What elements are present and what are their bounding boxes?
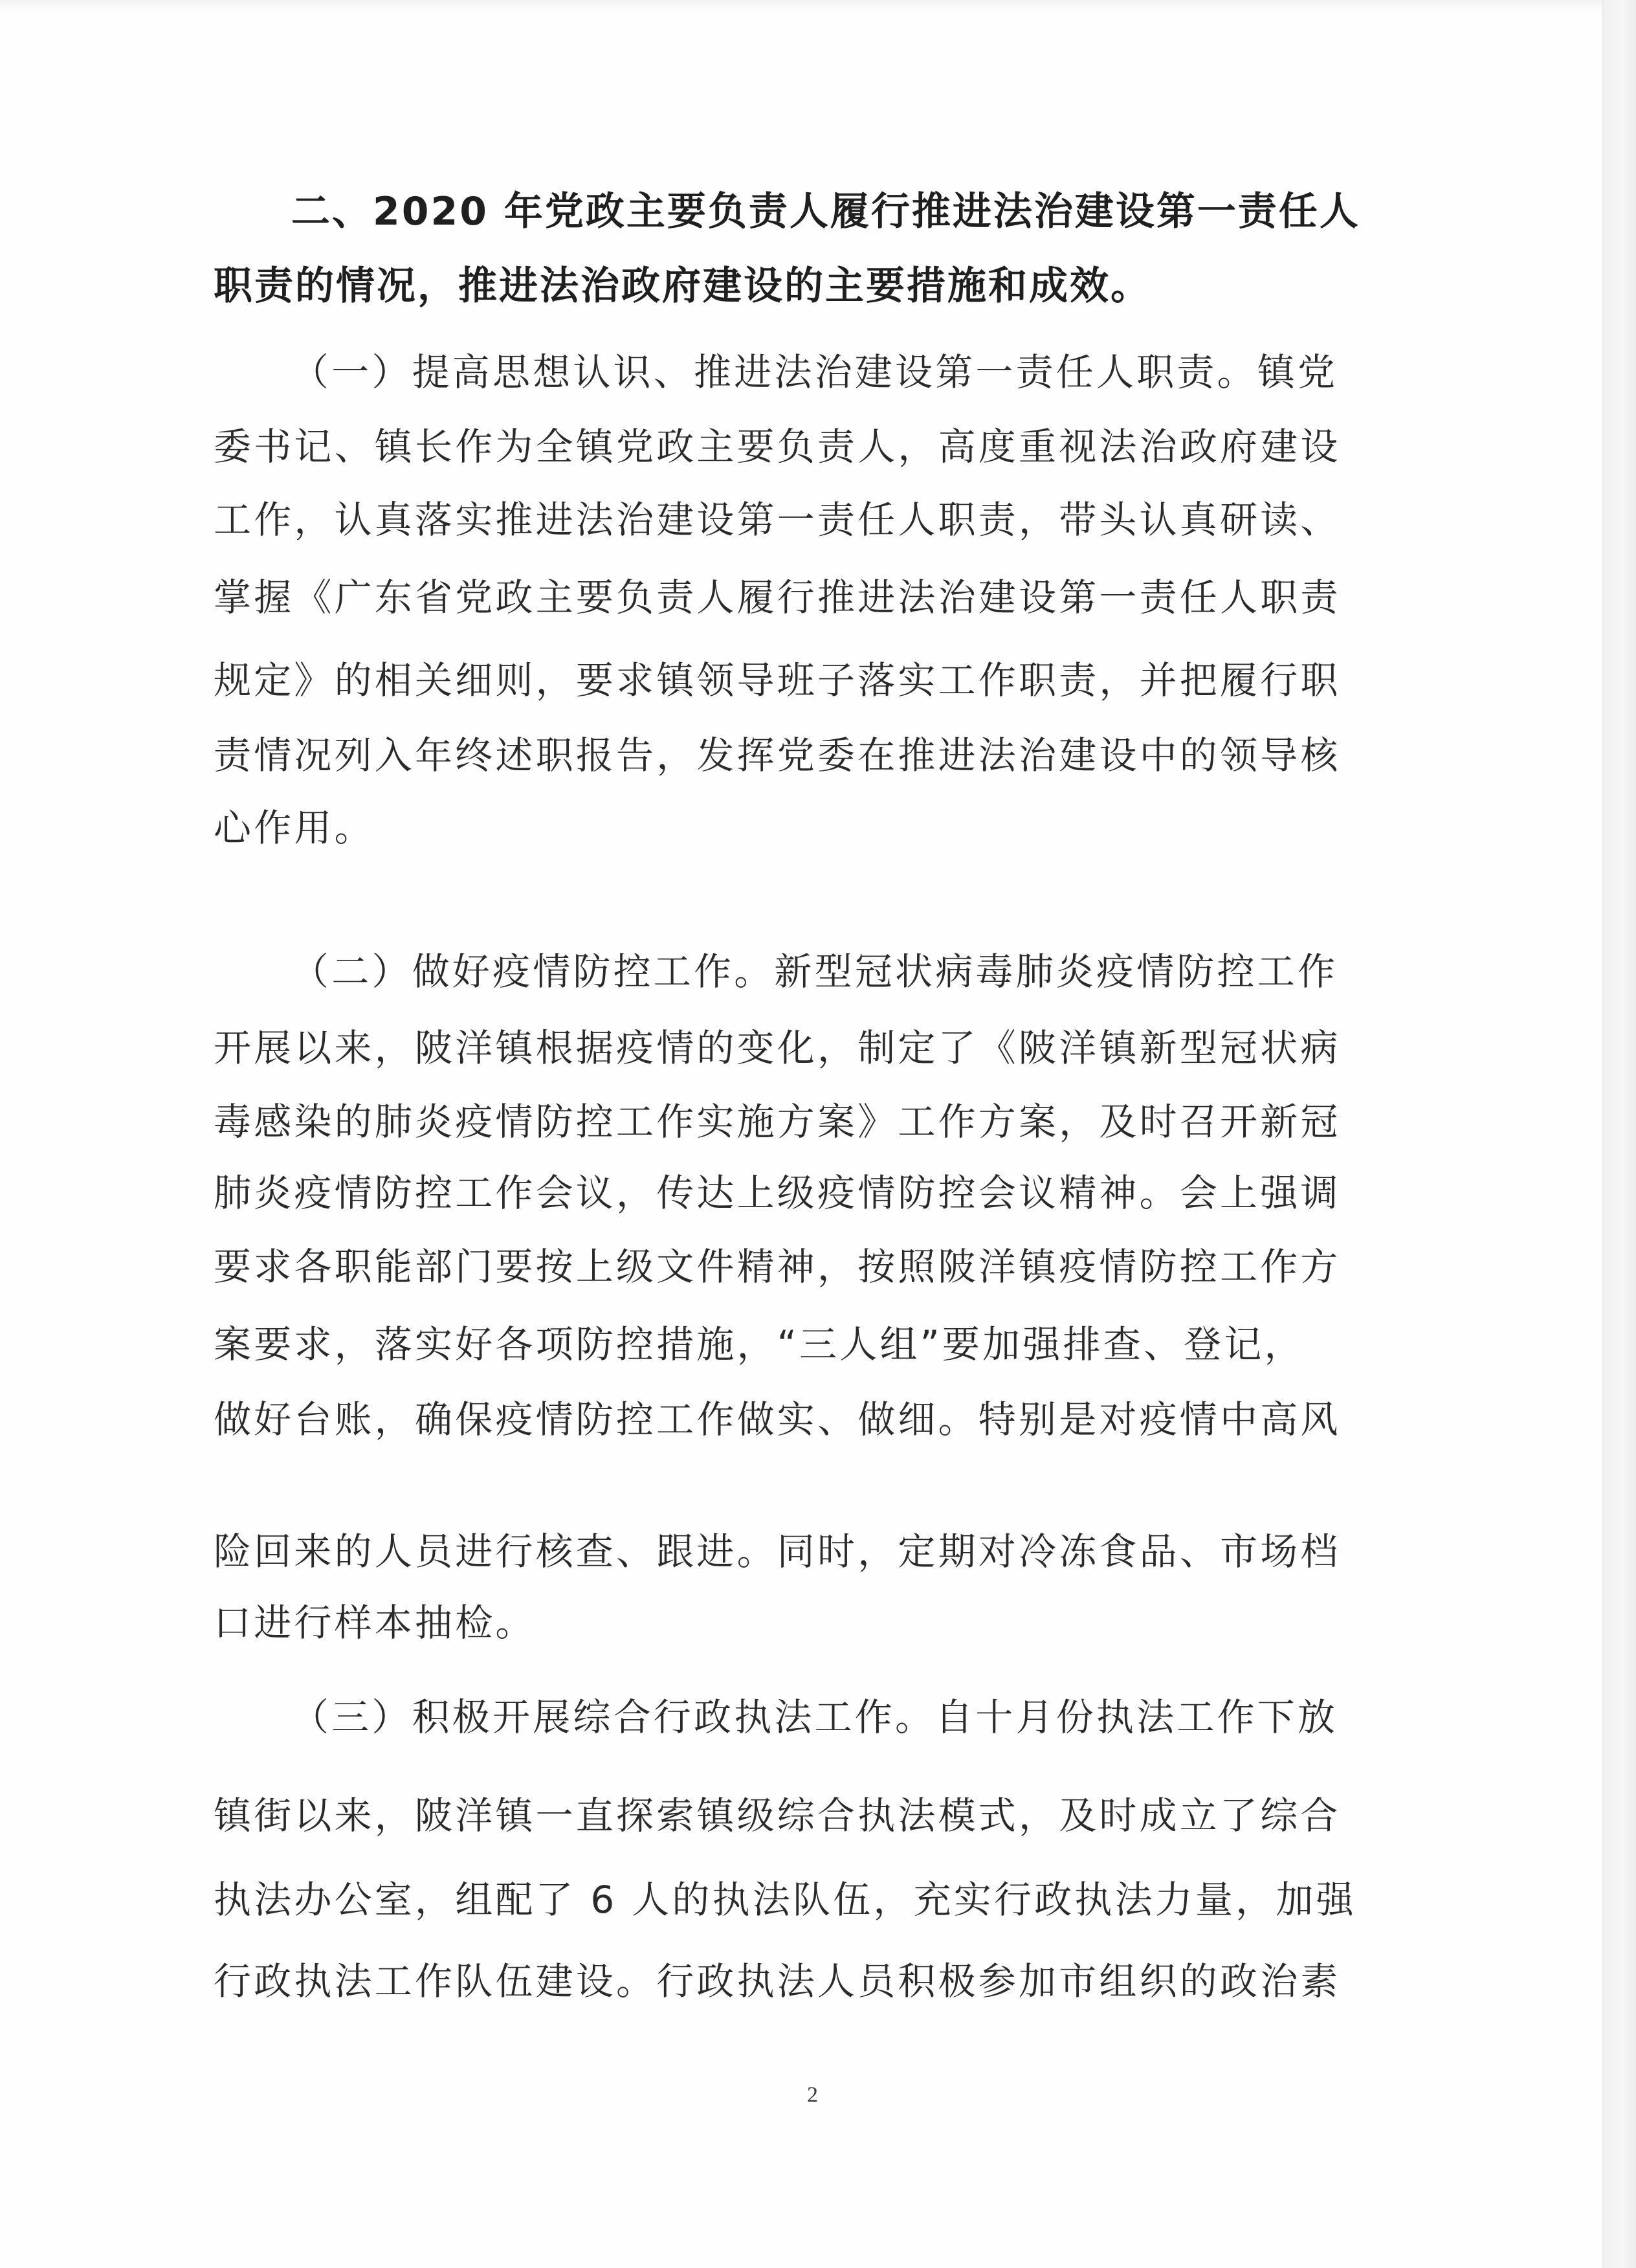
paragraph-line: 做好台账，确保疫情防控工作做实、做细。特别是对疫情中高风 [214, 1397, 1341, 1441]
paragraph-line: 规定》的相关细则，要求镇领导班子落实工作职责，并把履行职 [214, 658, 1341, 702]
paragraph-line: 要求各职能部门要按上级文件精神，按照陂洋镇疫情防控工作方 [214, 1245, 1341, 1289]
paragraph-line: 工作，认真落实推进法治建设第一责任人职责，带头认真研读、 [214, 498, 1341, 542]
paragraph-line: （一）提高思想认识、推进法治建设第一责任人职责。镇党 [291, 350, 1338, 394]
paragraph-line: （二）做好疫情防控工作。新型冠状病毒肺炎疫情防控工作 [291, 950, 1338, 994]
heading-line-2: 职责的情况，推进法治政府建设的主要措施和成效。 [214, 263, 1151, 309]
paragraph-line: 镇街以来，陂洋镇一直探索镇级综合执法模式，及时成立了综合 [214, 1794, 1341, 1838]
page-number: 2 [807, 2083, 818, 2107]
paragraph-line: 执法办公室，组配了 6 人的执法队伍，充实行政执法力量，加强 [214, 1878, 1356, 1922]
paragraph-line: 口进行样本抽检。 [214, 1601, 536, 1645]
scan-right-edge [1602, 0, 1636, 2268]
paragraph-line: 行政执法工作队伍建设。行政执法人员积极参加市组织的政治素 [214, 1959, 1341, 2003]
paragraph-line: 掌握《广东省党政主要负责人履行推进法治建设第一责任人职责 [214, 575, 1341, 619]
paragraph-line: （三）积极开展综合行政执法工作。自十月份执法工作下放 [291, 1695, 1338, 1739]
paragraph-line: 险回来的人员进行核查、跟进。同时，定期对冷冻食品、市场档 [214, 1529, 1341, 1573]
paragraph-line: 毒感染的肺炎疫情防控工作实施方案》工作方案，及时召开新冠 [214, 1100, 1341, 1144]
paragraph-line: 案要求，落实好各项防控措施，“三人组”要加强排查、登记， [214, 1322, 1305, 1366]
paragraph-line: 肺炎疫情防控工作会议，传达上级疫情防控会议精神。会上强调 [214, 1171, 1341, 1215]
scan-top-shadow [0, 0, 1602, 12]
heading-line-1: 二、2020 年党政主要负责人履行推进法治建设第一责任人 [291, 189, 1360, 234]
paragraph-line: 责情况列入年终述职报告，发挥党委在推进法治建设中的领导核 [214, 733, 1341, 777]
paragraph-line: 心作用。 [214, 806, 375, 850]
paragraph-line: 开展以来，陂洋镇根据疫情的变化，制定了《陂洋镇新型冠状病 [214, 1026, 1341, 1070]
paragraph-line: 委书记、镇长作为全镇党政主要负责人，高度重视法治政府建设 [214, 425, 1341, 469]
